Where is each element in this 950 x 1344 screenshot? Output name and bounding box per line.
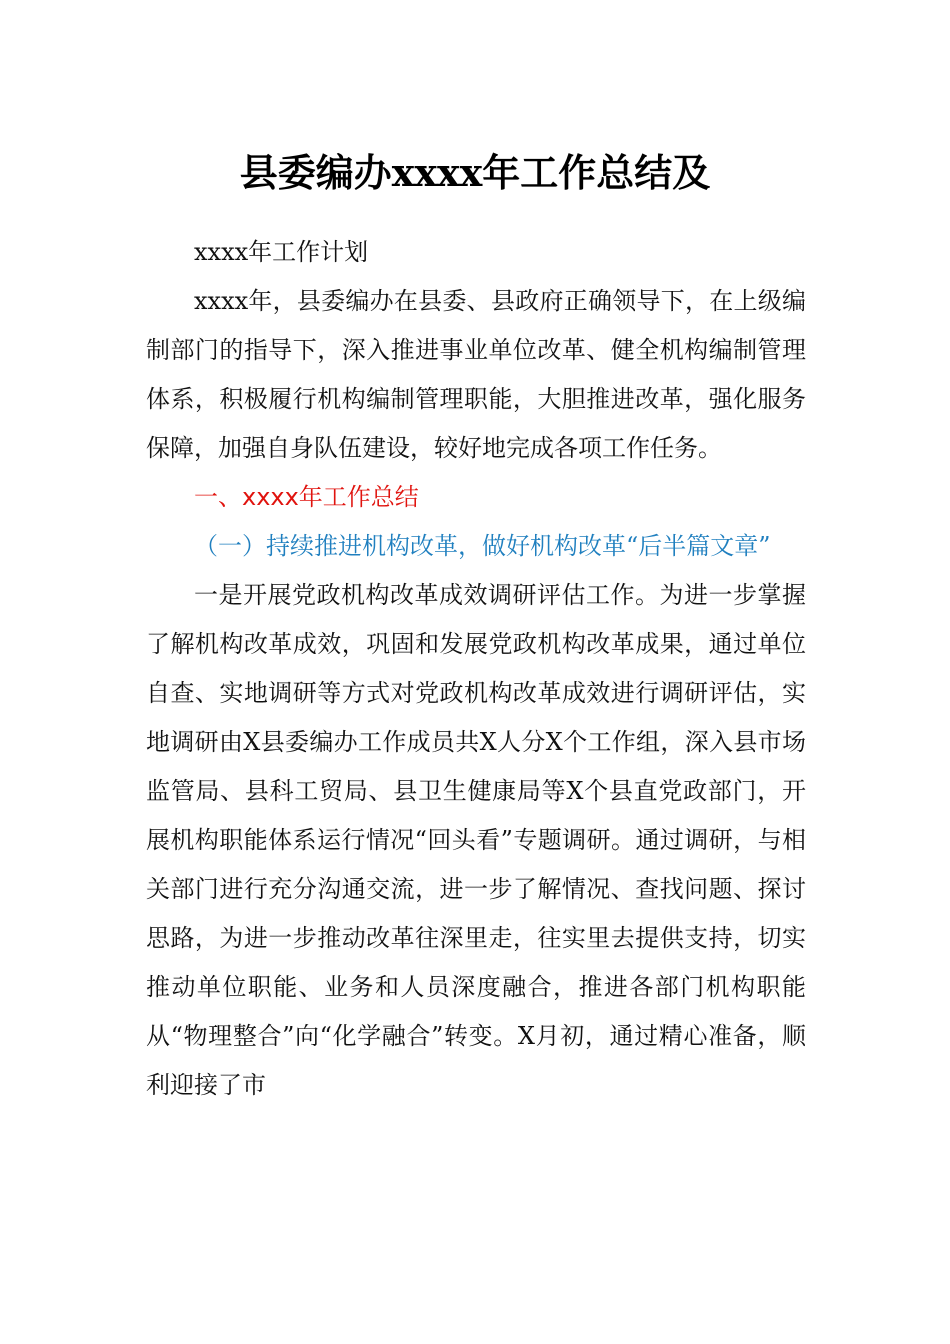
section-heading-1: 一、xxxx年工作总结 (194, 483, 419, 511)
intro-paragraph: xxxx年，县委编办在县委、县政府正确领导下，在上级编制部门的指导下，深入推进事业单位改革、健全机构编制管理体系，积极履行机构编制管理职能，大胆推进改革，强化服务保障，加强自身队伍建设，较好地完成各项工作任务。 (146, 287, 806, 462)
body-paragraph-1: 一是开展党政机构改革成效调研评估工作。为进一步掌握了解机构改革成效，巩固和发展党政机构改革成果，通过单位自查、实地调研等方式对党政机构改革成效进行调研评估，实地调研由X县委编办工作成员共X人分X个工作组，深入县市场监管局、县科工贸局、县卫生健康局等X个县直党政部门，开展机构职能体系运行情况“回头看”专题调研。通过调研，与相关部门进行充分沟通交流，进一步了解情况、查找问题、探讨思路，为进一步推动改革往深里走，往实里去提供支持，切实推动单位职能、业务和人员深度融合，推进各部门机构职能从“物理整合”向“化学融合”转变。X月初，通过精心准备，顺利迎接了市 (146, 581, 806, 1099)
document-title: 县委编办xxxx年工作总结及 (239, 150, 711, 195)
subtitle-line: xxxx年工作计划 (194, 238, 369, 266)
document-body (146, 228, 806, 1110)
section-heading-2: （一）持续推进机构改革，做好机构改革“后半篇文章” (194, 532, 771, 560)
